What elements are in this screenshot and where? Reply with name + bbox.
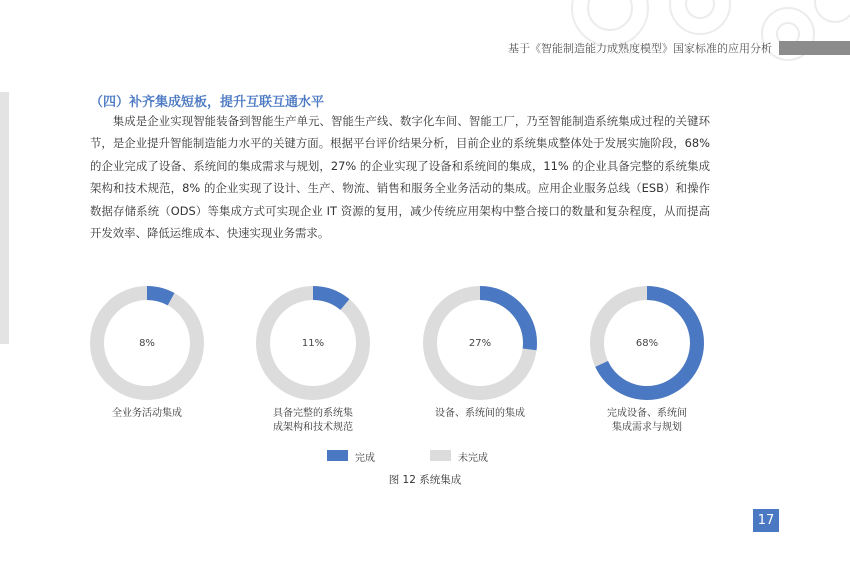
header-title: 基于《智能制造能力成熟度模型》国家标准的应用分析 [508,42,772,55]
donut-category-line: 成架构和技术规范 [273,422,353,433]
legend-swatch-1 [327,450,348,461]
donut-value-label-1: 8% [139,338,155,349]
page-number: 17 [753,509,779,532]
donut-value-label-3: 27% [468,338,492,349]
donut-value-label-2: 11% [301,338,325,349]
donut-category-label-4 [582,407,712,435]
legend-swatch-2 [430,450,451,461]
legend-label-2: 未完成 [458,453,488,464]
donut-category-line: 集成需求与规划 [612,422,682,433]
donut-category-label-2 [248,407,378,435]
figure-caption: 图 12 系统集成 [388,474,462,486]
donut-category-label-3 [415,407,545,421]
section-body-text: 集成是企业实现智能装备到智能生产单元、智能生产线、数字化车间、智能工厂，乃至智能制造系统集成过程的关键环节，是企业提升智能制造能力水平的关键方面。根据平台评价结果分析，目前企业的系统集成整体处于发展实施阶段，68% 的企业完成了设备、系统间的集成需求与规划，27% 的企业实现了设备和系统间的集成，11% 的企业具备完整的系统集成架构和技术规范，8% 的企业实现了设计、生产、物流、销售和服务全业务活动的集成。应用企业服务总线（ESB）和操作数据存储系统（ODS）等集成方式可实现企业 IT 资源的复用，减少传统应用架构中整合接口的数量和复杂程度，从而提高开发效率、降低运维成本、快速实现业务需求。 [90,114,710,241]
donut-category-line: 全业务活动集成 [112,408,182,419]
legend-label-1: 完成 [355,453,375,464]
section-heading: （四）补齐集成短板，提升互联互通水平 [90,95,325,110]
donut-category-label-1 [82,407,212,421]
donut-category-line: 设备、系统间的集成 [435,408,525,419]
donut-category-line: 完成设备、系统间 [607,408,687,419]
donut-value-label-4: 68% [635,338,659,349]
donut-category-line: 具备完整的系统集 [273,408,353,419]
